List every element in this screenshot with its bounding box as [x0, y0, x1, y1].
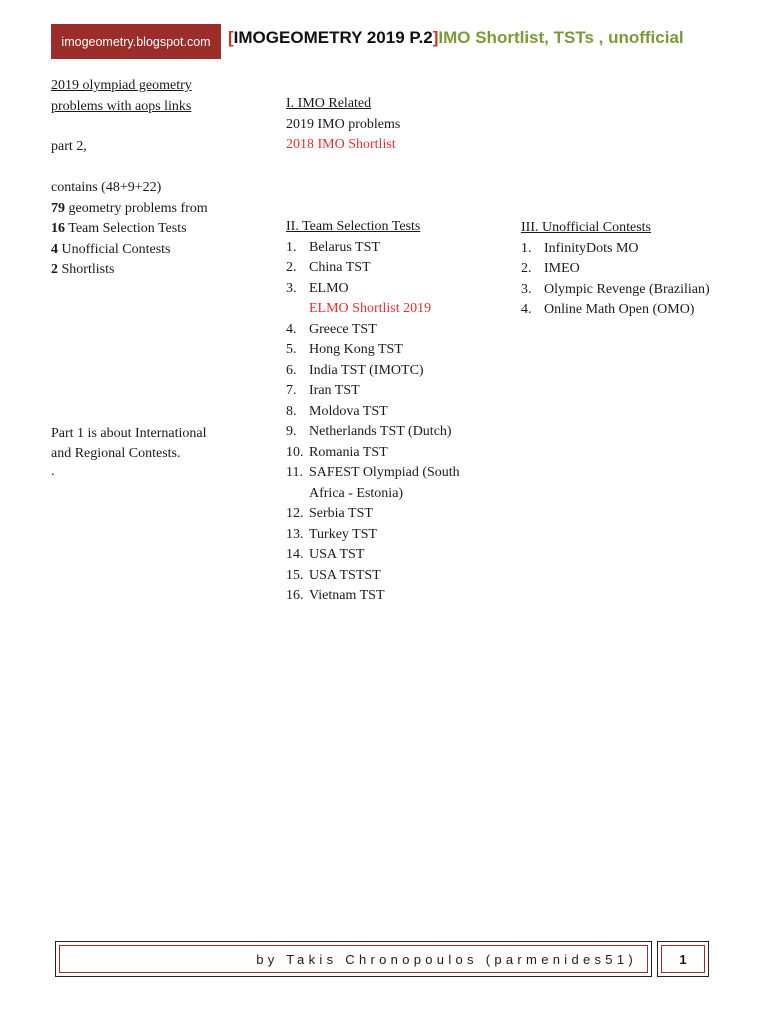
- part-label: part 2,: [51, 139, 87, 154]
- list-item[interactable]: 16. Vietnam TST: [286, 588, 385, 603]
- list-item[interactable]: 3. ELMO: [286, 280, 349, 296]
- contains-line: contains (48+9+22): [51, 180, 162, 195]
- list-item[interactable]: 1. Belarus TST: [286, 239, 380, 255]
- list-item[interactable]: 2. IMEO: [521, 261, 580, 276]
- list-item[interactable]: 1. InfinityDots MO: [521, 240, 639, 256]
- part1-note-2: and Regional Contests.: [51, 446, 181, 461]
- list-item[interactable]: 4. Online Math Open (OMO): [521, 302, 695, 317]
- list-item[interactable]: 8. Moldova TST: [286, 403, 388, 419]
- page-title: [IMOGEOMETRY 2019 P.2]IMO Shortlist, TSTs , unofficial: [228, 28, 684, 47]
- imo-problems-link[interactable]: 2019 IMO problems: [286, 116, 401, 132]
- list-item[interactable]: 7. Iran TST: [286, 383, 360, 398]
- intro-column: [51, 76, 271, 479]
- author-credit: by Takis Chronopoulos (parmenides51): [59, 945, 648, 973]
- blog-badge[interactable]: imogeometry.blogspot.com: [51, 24, 221, 59]
- list-item[interactable]: 12. Serbia TST: [286, 506, 373, 521]
- section-heading: I. IMO Related: [286, 96, 372, 111]
- section-heading: III. Unofficial Contests: [521, 220, 651, 235]
- tst-list: [286, 238, 486, 607]
- list-item[interactable]: 3. Olympic Revenge (Brazilian): [521, 281, 710, 297]
- page-number: 1: [661, 945, 705, 973]
- list-item[interactable]: 13. Turkey TST: [286, 526, 378, 542]
- intro-heading: 2019 olympiad geometry: [51, 78, 192, 93]
- section-heading: II. Team Selection Tests: [286, 219, 421, 234]
- list-item[interactable]: 15. USA TSTST: [286, 567, 381, 583]
- unofficial-list: [521, 239, 721, 321]
- imo-shortlist-link[interactable]: 2018 IMO Shortlist: [286, 137, 396, 152]
- list-item[interactable]: 10. Romania TST: [286, 444, 388, 460]
- stat-line: 4 Unofficial Contests: [51, 241, 171, 257]
- author-box: [55, 941, 652, 977]
- list-item[interactable]: 2. China TST: [286, 260, 371, 275]
- list-item[interactable]: 6. India TST (IMOTC): [286, 362, 424, 378]
- stat-line: 16 Team Selection Tests: [51, 221, 187, 236]
- section-imo-related: [286, 94, 486, 156]
- stat-line: 79 geometry problems from: [51, 200, 208, 216]
- section-unofficial: [521, 218, 721, 321]
- part1-note: Part 1 is about International: [51, 425, 207, 441]
- section-tst: [286, 217, 486, 607]
- list-item[interactable]: 5. Hong Kong TST: [286, 342, 403, 357]
- list-item[interactable]: 9. Netherlands TST (Dutch): [286, 424, 452, 439]
- list-item[interactable]: ELMO Shortlist 2019: [309, 301, 432, 316]
- intro-heading-2: problems with aops links: [51, 98, 192, 114]
- list-item[interactable]: 4. Greece TST: [286, 321, 377, 337]
- page-number-box: [657, 941, 709, 977]
- dot: .: [51, 463, 55, 479]
- page-footer: [55, 941, 709, 977]
- list-item[interactable]: 14. USA TST: [286, 547, 365, 562]
- list-item[interactable]: 11. SAFEST Olympiad (South Africa - Estonia): [286, 465, 460, 501]
- stat-line: 2 Shortlists: [51, 262, 115, 277]
